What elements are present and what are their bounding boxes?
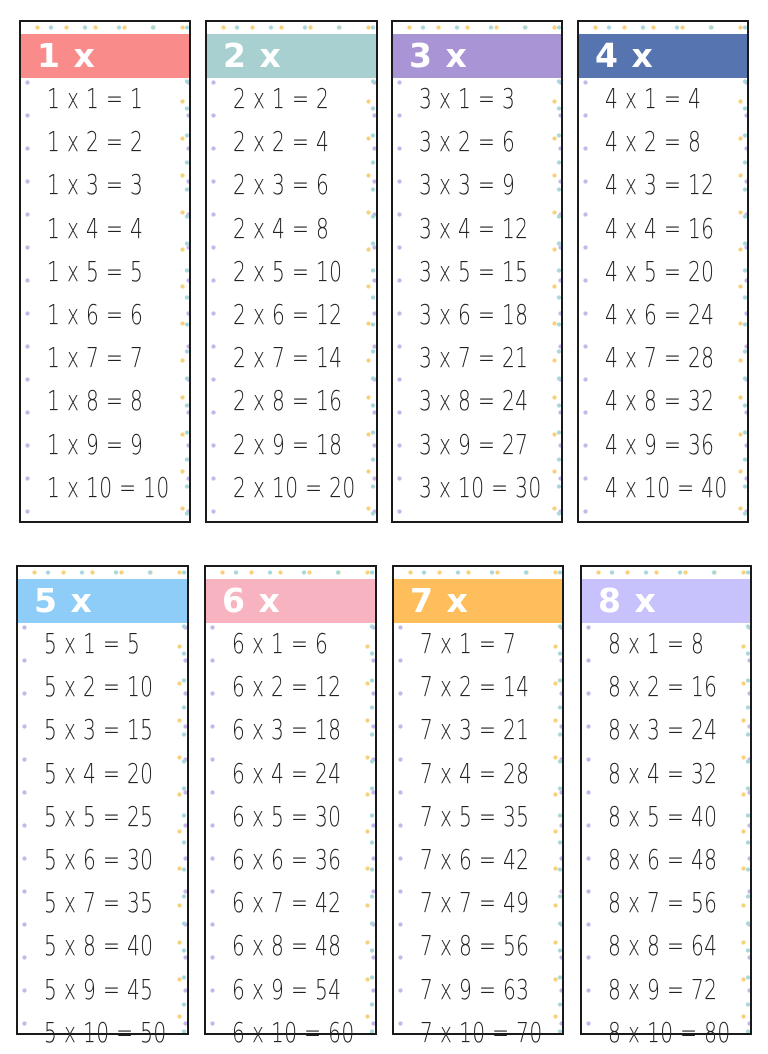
table-header-2: 2 x [207, 34, 376, 78]
times-table-card-7 [392, 565, 564, 1049]
times-table-card-8 [580, 565, 752, 1049]
table-row: 7 x 4 = 28 [420, 756, 530, 790]
table-row: 4 x 5 = 20 [605, 254, 715, 288]
table-row: 2 x 7 = 14 [233, 341, 343, 375]
table-row: 3 x 1 = 3 [419, 82, 516, 115]
table-header-5: 5 x [18, 579, 187, 623]
table-row: 7 x 5 = 35 [420, 799, 530, 833]
table-row: 3 x 10 = 30 [419, 470, 542, 504]
table-row: 7 x 6 = 42 [420, 842, 530, 876]
table-row: 1 x 1 = 1 [47, 82, 144, 115]
table-row: 8 x 3 = 24 [608, 713, 718, 747]
table-row: 2 x 5 = 10 [233, 254, 343, 288]
table-header-8: 8 x [582, 579, 750, 623]
times-table-card-3 [391, 20, 563, 523]
table-row: 2 x 9 = 18 [233, 427, 343, 461]
table-row: 4 x 2 = 8 [605, 125, 702, 159]
table-row: 8 x 6 = 48 [608, 842, 718, 876]
table-header-6: 6 x [206, 579, 375, 623]
table-row: 3 x 5 = 15 [419, 254, 529, 288]
table-rows-3 [393, 77, 561, 509]
table-row: 5 x 6 = 30 [44, 842, 154, 876]
table-row: 1 x 8 = 8 [47, 384, 144, 418]
times-table-card-1 [19, 20, 191, 523]
table-rows-8 [582, 622, 750, 1054]
table-rows-5 [18, 622, 187, 1054]
table-header-3: 3 x [393, 34, 561, 78]
times-table-card-6 [204, 565, 377, 1049]
table-row: 1 x 3 = 3 [47, 168, 144, 202]
table-row: 8 x 8 = 64 [608, 929, 718, 963]
table-row: 5 x 9 = 45 [44, 972, 154, 1006]
table-row: 3 x 7 = 21 [419, 341, 529, 375]
table-row: 6 x 3 = 18 [232, 713, 342, 747]
table-row: 4 x 10 = 40 [605, 470, 728, 504]
table-row: 2 x 8 = 16 [233, 384, 343, 418]
table-row: 7 x 9 = 63 [420, 972, 530, 1006]
table-header-1: 1 x [21, 34, 189, 78]
table-row: 6 x 6 = 36 [232, 842, 342, 876]
table-rows-1 [21, 77, 189, 509]
table-row: 5 x 2 = 10 [44, 670, 154, 704]
table-row: 6 x 4 = 24 [232, 756, 342, 790]
table-row: 7 x 10 = 70 [420, 1015, 543, 1049]
table-row: 7 x 2 = 14 [420, 670, 530, 704]
table-rows-2 [207, 77, 376, 509]
table-row: 7 x 3 = 21 [420, 713, 530, 747]
table-row: 8 x 2 = 16 [608, 670, 718, 704]
table-row: 8 x 4 = 32 [608, 756, 718, 790]
table-rows-7 [394, 622, 562, 1054]
table-row: 5 x 5 = 25 [44, 799, 154, 833]
table-row: 6 x 9 = 54 [232, 972, 342, 1006]
table-row: 6 x 8 = 48 [232, 929, 342, 963]
table-row: 1 x 9 = 9 [47, 427, 144, 461]
table-row: 4 x 8 = 32 [605, 384, 715, 418]
table-row: 1 x 5 = 5 [47, 254, 144, 288]
table-row: 6 x 1 = 6 [232, 627, 329, 660]
table-row: 5 x 7 = 35 [44, 886, 154, 920]
table-row: 3 x 9 = 27 [419, 427, 529, 461]
table-row: 3 x 8 = 24 [419, 384, 529, 418]
table-row: 5 x 10 = 50 [44, 1015, 167, 1049]
table-row: 4 x 4 = 16 [605, 211, 715, 245]
table-row: 5 x 1 = 5 [44, 627, 141, 660]
table-row: 1 x 4 = 4 [47, 211, 144, 245]
table-row: 5 x 4 = 20 [44, 756, 154, 790]
table-row: 1 x 10 = 10 [47, 470, 170, 504]
table-row: 1 x 2 = 2 [47, 125, 144, 159]
table-row: 5 x 3 = 15 [44, 713, 154, 747]
table-row: 8 x 5 = 40 [608, 799, 718, 833]
times-table-card-2 [205, 20, 378, 523]
table-row: 8 x 10 = 80 [608, 1015, 731, 1049]
table-row: 2 x 6 = 12 [233, 297, 343, 331]
table-row: 6 x 10 = 60 [232, 1015, 355, 1049]
table-row: 7 x 1 = 7 [420, 627, 517, 660]
table-row: 1 x 7 = 7 [47, 341, 144, 375]
table-row: 2 x 2 = 4 [233, 125, 330, 159]
table-row: 2 x 3 = 6 [233, 168, 330, 202]
table-row: 3 x 4 = 12 [419, 211, 529, 245]
times-table-card-4 [577, 20, 749, 523]
table-row: 3 x 6 = 18 [419, 297, 529, 331]
table-row: 5 x 8 = 40 [44, 929, 154, 963]
table-row: 8 x 9 = 72 [608, 972, 718, 1006]
table-row: 2 x 1 = 2 [233, 82, 330, 115]
table-row: 7 x 7 = 49 [420, 886, 530, 920]
times-table-card-5 [16, 565, 189, 1049]
table-row: 3 x 3 = 9 [419, 168, 516, 202]
table-rows-6 [206, 622, 375, 1054]
table-row: 6 x 2 = 12 [232, 670, 342, 704]
table-row: 2 x 10 = 20 [233, 470, 356, 504]
table-row: 7 x 8 = 56 [420, 929, 530, 963]
table-row: 4 x 7 = 28 [605, 341, 715, 375]
table-row: 1 x 6 = 6 [47, 297, 144, 331]
table-row: 4 x 9 = 36 [605, 427, 715, 461]
table-row: 2 x 4 = 8 [233, 211, 330, 245]
table-row: 4 x 3 = 12 [605, 168, 715, 202]
table-row: 4 x 1 = 4 [605, 82, 702, 115]
table-header-7: 7 x [394, 579, 562, 623]
table-row: 8 x 1 = 8 [608, 627, 705, 660]
table-rows-4 [579, 77, 747, 509]
table-header-4: 4 x [579, 34, 747, 78]
table-row: 4 x 6 = 24 [605, 297, 715, 331]
table-row: 6 x 5 = 30 [232, 799, 342, 833]
table-row: 6 x 7 = 42 [232, 886, 342, 920]
table-row: 3 x 2 = 6 [419, 125, 516, 159]
table-row: 8 x 7 = 56 [608, 886, 718, 920]
